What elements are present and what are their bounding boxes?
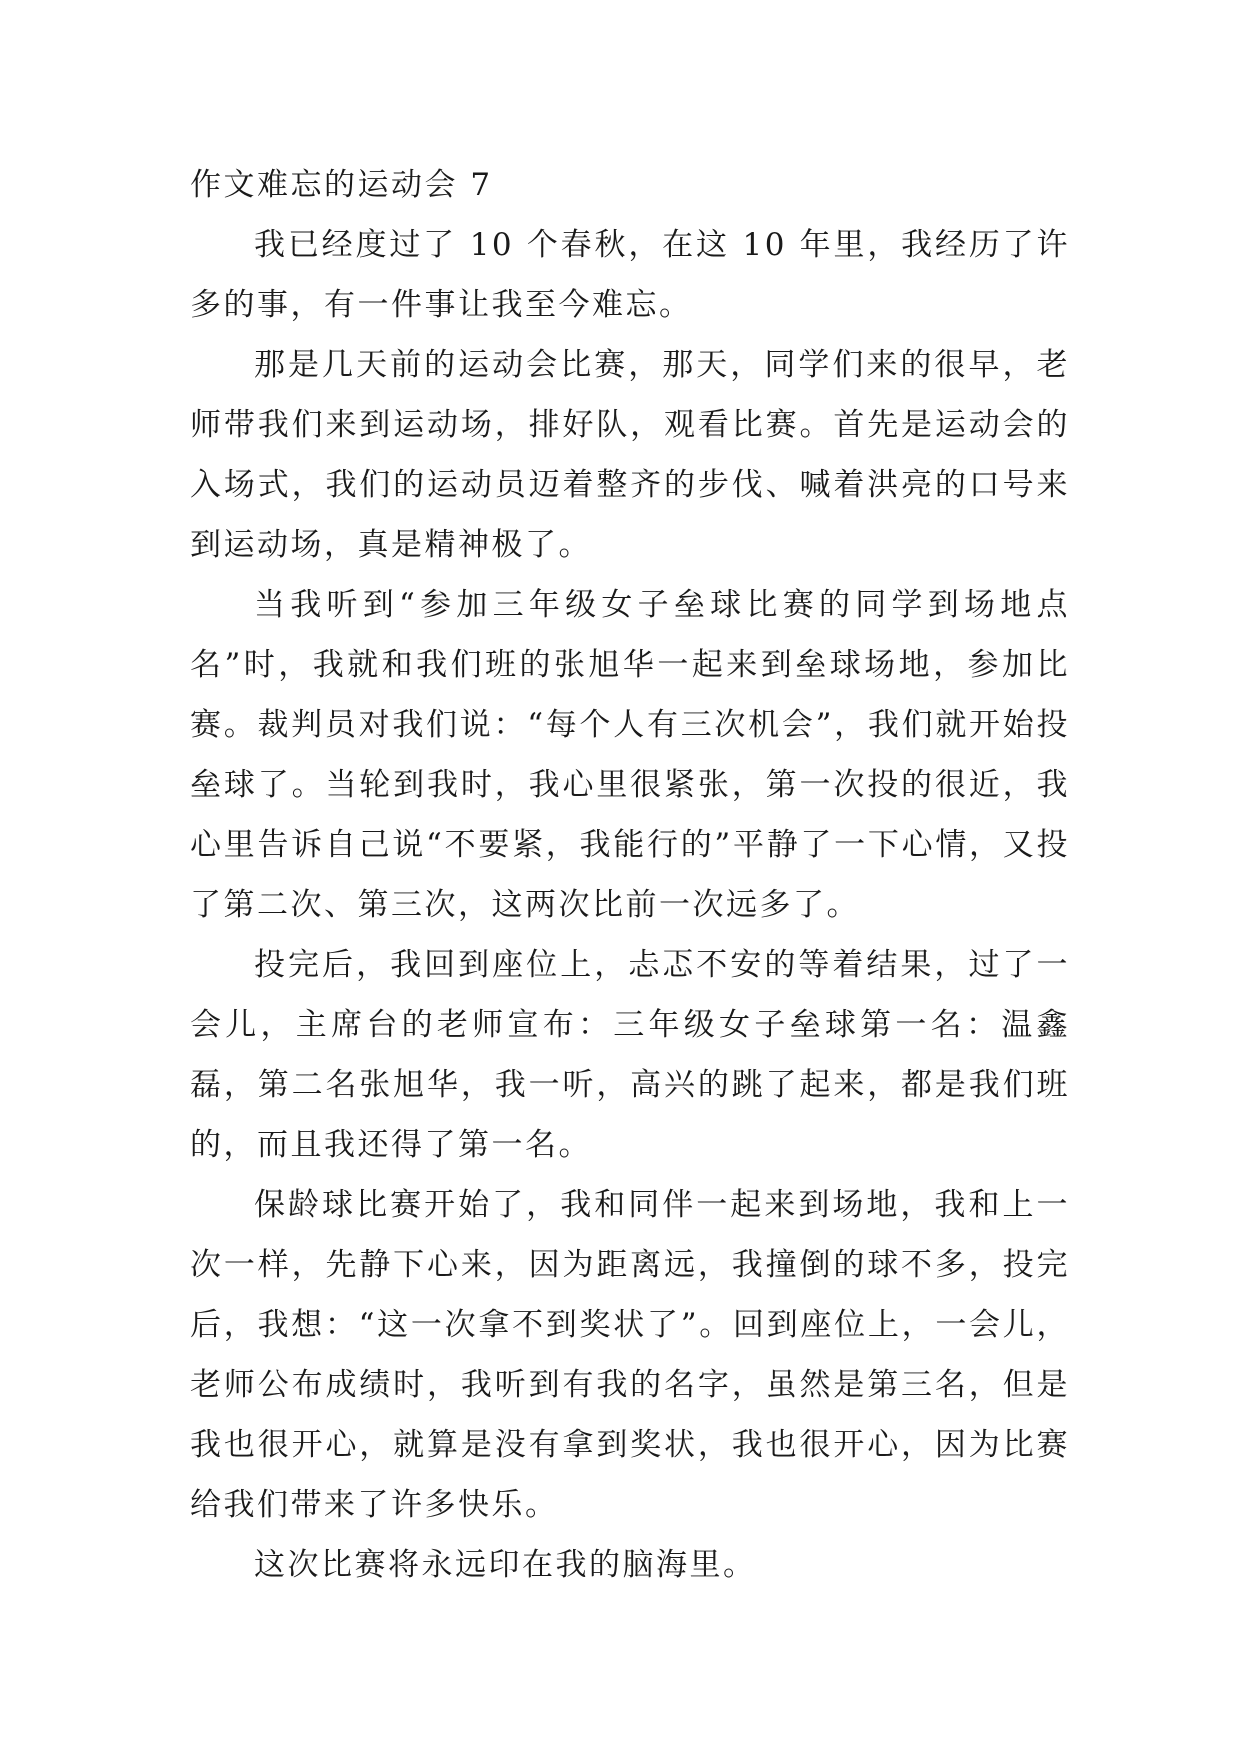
essay-body xyxy=(190,155,1070,1595)
paragraph-2: 那是几天前的运动会比赛，那天，同学们来的很早，老师带我们来到运动场，排好队，观看比赛。首先是运动会的入场式，我们的运动员迈着整齐的步伐、喊着洪亮的口号来到运动场，真是精神极了。 xyxy=(190,347,1070,563)
paragraph-6: 这次比赛将永远印在我的脑海里。 xyxy=(254,1547,757,1583)
essay-title: 作文难忘的运动会 7 xyxy=(190,167,493,203)
paragraph-5: 保龄球比赛开始了，我和同伴一起来到场地，我和上一次一样，先静下心来，因为距离远，我撞倒的球不多，投完后，我想：“这一次拿不到奖状了”。回到座位上，一会儿，老师公布成绩时，我听到有我的名字，虽然是第三名，但是我也很开心，就算是没有拿到奖状，我也很开心，因为比赛给我们带来了许多快乐。 xyxy=(190,1187,1070,1523)
paragraph-4: 投完后，我回到座位上，忐忑不安的等着结果，过了一会儿，主席台的老师宣布：三年级女子垒球第一名：温鑫磊，第二名张旭华，我一听，高兴的跳了起来，都是我们班的，而且我还得了第一名。 xyxy=(190,947,1070,1163)
paragraph-3: 当我听到“参加三年级女子垒球比赛的同学到场地点名”时，我就和我们班的张旭华一起来到垒球场地，参加比赛。裁判员对我们说：“每个人有三次机会”，我们就开始投垒球了。当轮到我时，我心里很紧张，第一次投的很近，我心里告诉自己说“不要紧，我能行的”平静了一下心情，又投了第二次、第三次，这两次比前一次远多了。 xyxy=(190,587,1070,923)
paragraph-1: 我已经度过了 10 个春秋，在这 10 年里，我经历了许多的事，有一件事让我至今难忘。 xyxy=(190,227,1070,323)
